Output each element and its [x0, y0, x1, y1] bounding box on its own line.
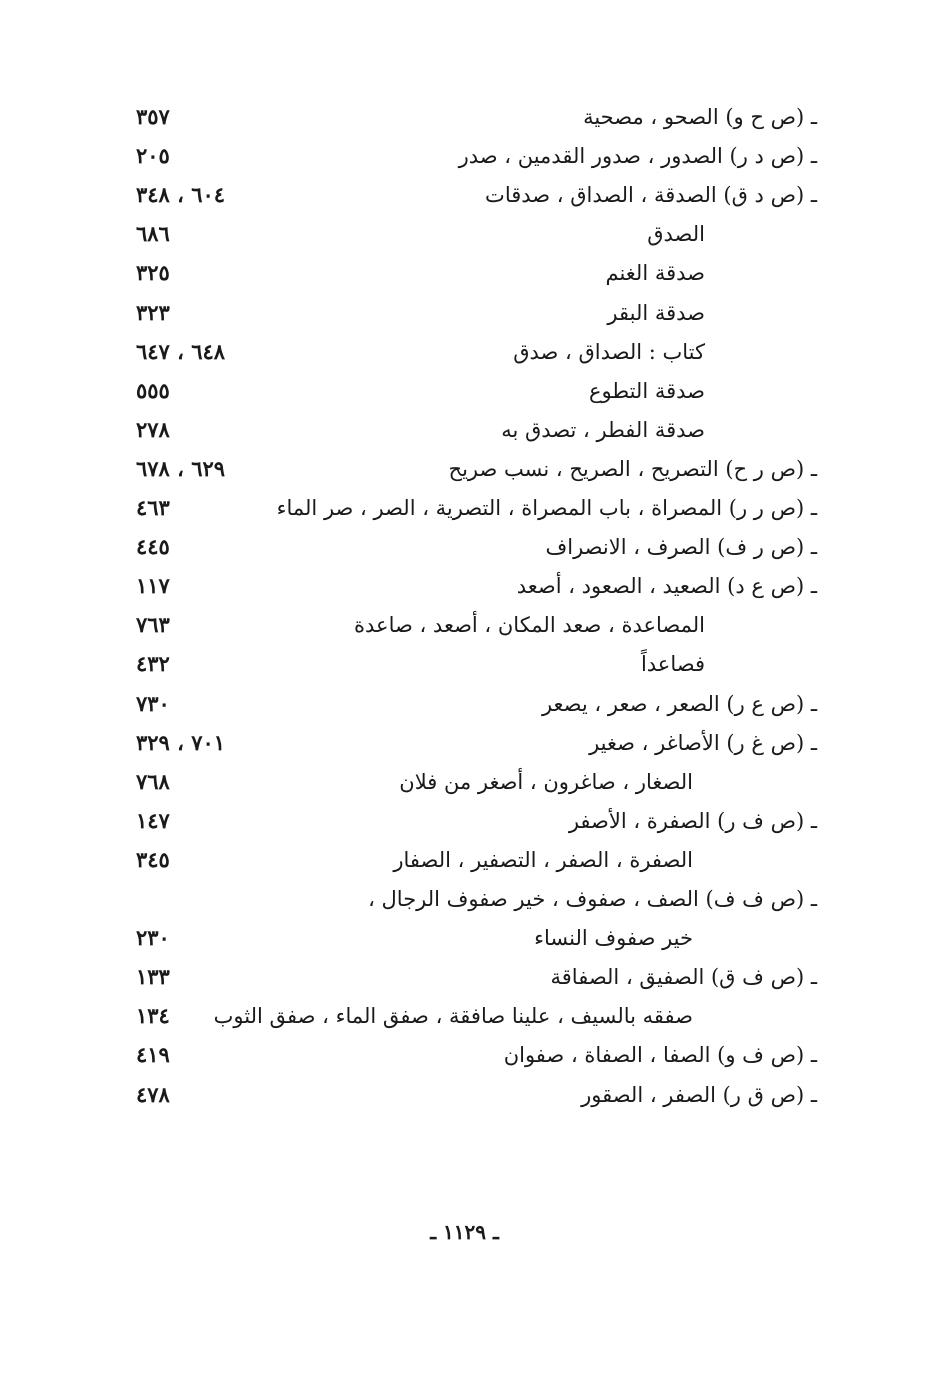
index-entry-pages: ٣٢٥ [136, 260, 170, 286]
index-entry-term: ـ (ص ع د) الصعيد ، الصعود ، أصعد [516, 574, 817, 599]
index-entry-pages: ٧٦٨ [136, 768, 170, 794]
index-entry-row [0, 490, 929, 526]
index-entry-term: ـ (ص ر ف) الصرف ، الانصراف [545, 535, 817, 560]
index-entry-term: صدقة البقر [607, 300, 705, 325]
index-entry-row [0, 1037, 929, 1073]
index-entry-term: صدقة الفطر ، تصدق به [501, 417, 705, 442]
index-entry-term: الصدق [647, 222, 705, 247]
index-entry-row [0, 529, 929, 565]
index-entry-term: ـ (ص ح و) الصحو ، مصحية [583, 105, 817, 129]
index-entry-pages: ٤٦٣ [136, 495, 170, 520]
index-entry-pages: ٦٠٤ ، ٣٤٨ [136, 182, 226, 208]
index-entry-row [0, 255, 929, 291]
index-entry-row [0, 959, 929, 995]
index-entry-term: كتاب : الصداق ، صدق [513, 339, 705, 364]
index-entry-term: الصغار ، صاغرون ، أصغر من فلان [399, 769, 693, 794]
index-entry-row [0, 373, 929, 409]
index-entry-term: ـ (ص ر ح) التصريح ، الصريح ، نسب صريح [448, 456, 817, 481]
index-entry-row [0, 334, 929, 370]
index-entry-row [0, 725, 929, 761]
page-number: ـ ١١٢٩ ـ [430, 1220, 499, 1244]
index-entry-term: ـ (ص ع ر) الصعر ، صعر ، يصعر [541, 691, 817, 716]
index-entry-term: صدقة التطوع [588, 378, 705, 403]
index-entry-pages: ٢٣٠ [136, 925, 170, 951]
index-entry-pages: ٤٧٨ [136, 1081, 170, 1107]
index-entry-row [0, 803, 929, 839]
index-entry-pages: ٤١٩ [136, 1042, 170, 1068]
index-entry-row [0, 295, 929, 331]
index-entry-pages: ٧٣٠ [136, 690, 170, 716]
index-entry-row [0, 607, 929, 643]
index-entry-pages: ٣٤٥ [136, 846, 170, 872]
index-entry-pages: ٥٥٥ [136, 377, 170, 403]
index-entry-pages: ٣٢٣ [136, 299, 170, 325]
index-entry-row [0, 412, 929, 448]
index-entry-pages: ٧٠١ ، ٣٢٩ [136, 729, 226, 755]
index-entry-row [0, 764, 929, 800]
index-entry-pages: ١٣٤ [136, 1003, 170, 1029]
index-entry-pages: ٤٣٢ [136, 651, 170, 677]
index-entry-row [0, 1077, 929, 1113]
index-entry-pages: ٧٦٣ [136, 612, 170, 638]
index-entry-term: ـ (ص ق ر) الصفر ، الصقور [581, 1082, 817, 1107]
index-entry-term: صدقة الغنم [605, 261, 705, 286]
index-entry-row [0, 451, 929, 487]
index-entry-term: صفقه بالسيف ، علينا صافقة ، صفق الماء ، صفق الثوب [213, 1004, 693, 1029]
index-entry-row [0, 686, 929, 722]
index-entry-row [0, 842, 929, 878]
index-entry-row [0, 998, 929, 1034]
index-entry-row [0, 920, 929, 956]
index-entry-pages: ٣٥٧ [136, 104, 170, 129]
index-entry-term: ـ (ص ف ف) الصف ، صفوف ، خير صفوف الرجال ، [368, 887, 817, 911]
index-entry-row [0, 99, 929, 135]
index-entry-pages: ١٤٧ [136, 807, 170, 833]
index-entry-pages: ١٣٣ [136, 964, 170, 990]
index-entry-term: فصاعداً [640, 652, 705, 677]
index-entry-row [0, 138, 929, 174]
index-entry-term: ـ (ص د ر) الصدور ، صدور القدمين ، صدر [458, 144, 817, 169]
index-entry-row [0, 177, 929, 213]
index-entry-row [0, 646, 929, 682]
index-entry-term: ـ (ص غ ر) الأصاغر ، صغير [589, 730, 817, 755]
index-entry-pages: ٢٠٥ [136, 143, 170, 169]
index-entry-term: ـ (ص ف ر) الصفرة ، الأصفر [568, 808, 817, 833]
index-entry-pages: ٦٢٩ ، ٦٧٨ [136, 455, 226, 481]
index-entry-term: ـ (ص ر ر) المصراة ، باب المصراة ، التصرية ، الصر ، صر الماء [276, 496, 817, 520]
index-entry-row [0, 881, 929, 917]
index-entry-term: ـ (ص د ق) الصدقة ، الصداق ، صدقات [485, 183, 817, 208]
index-entry-term: الصفرة ، الصفر ، التصفير ، الصفار [393, 847, 693, 872]
index-entry-term: المصاعدة ، صعد المكان ، أصعد ، صاعدة [354, 613, 705, 638]
index-entry-term: ـ (ص ف و) الصفا ، الصفاة ، صفوان [503, 1043, 817, 1068]
index-entry-pages: ٦٨٦ [136, 221, 170, 247]
index-entry-pages: ٤٤٥ [136, 534, 170, 560]
index-entry-pages: ٦٤٨ ، ٦٤٧ [136, 338, 226, 364]
index-entry-pages: ١١٧ [136, 573, 170, 599]
index-entry-pages: ٢٧٨ [136, 416, 170, 442]
index-entry-row [0, 568, 929, 604]
index-entry-term: ـ (ص ف ق) الصفيق ، الصفاقة [550, 965, 817, 990]
index-entry-term: خير صفوف النساء [534, 926, 693, 951]
index-entry-row [0, 216, 929, 252]
